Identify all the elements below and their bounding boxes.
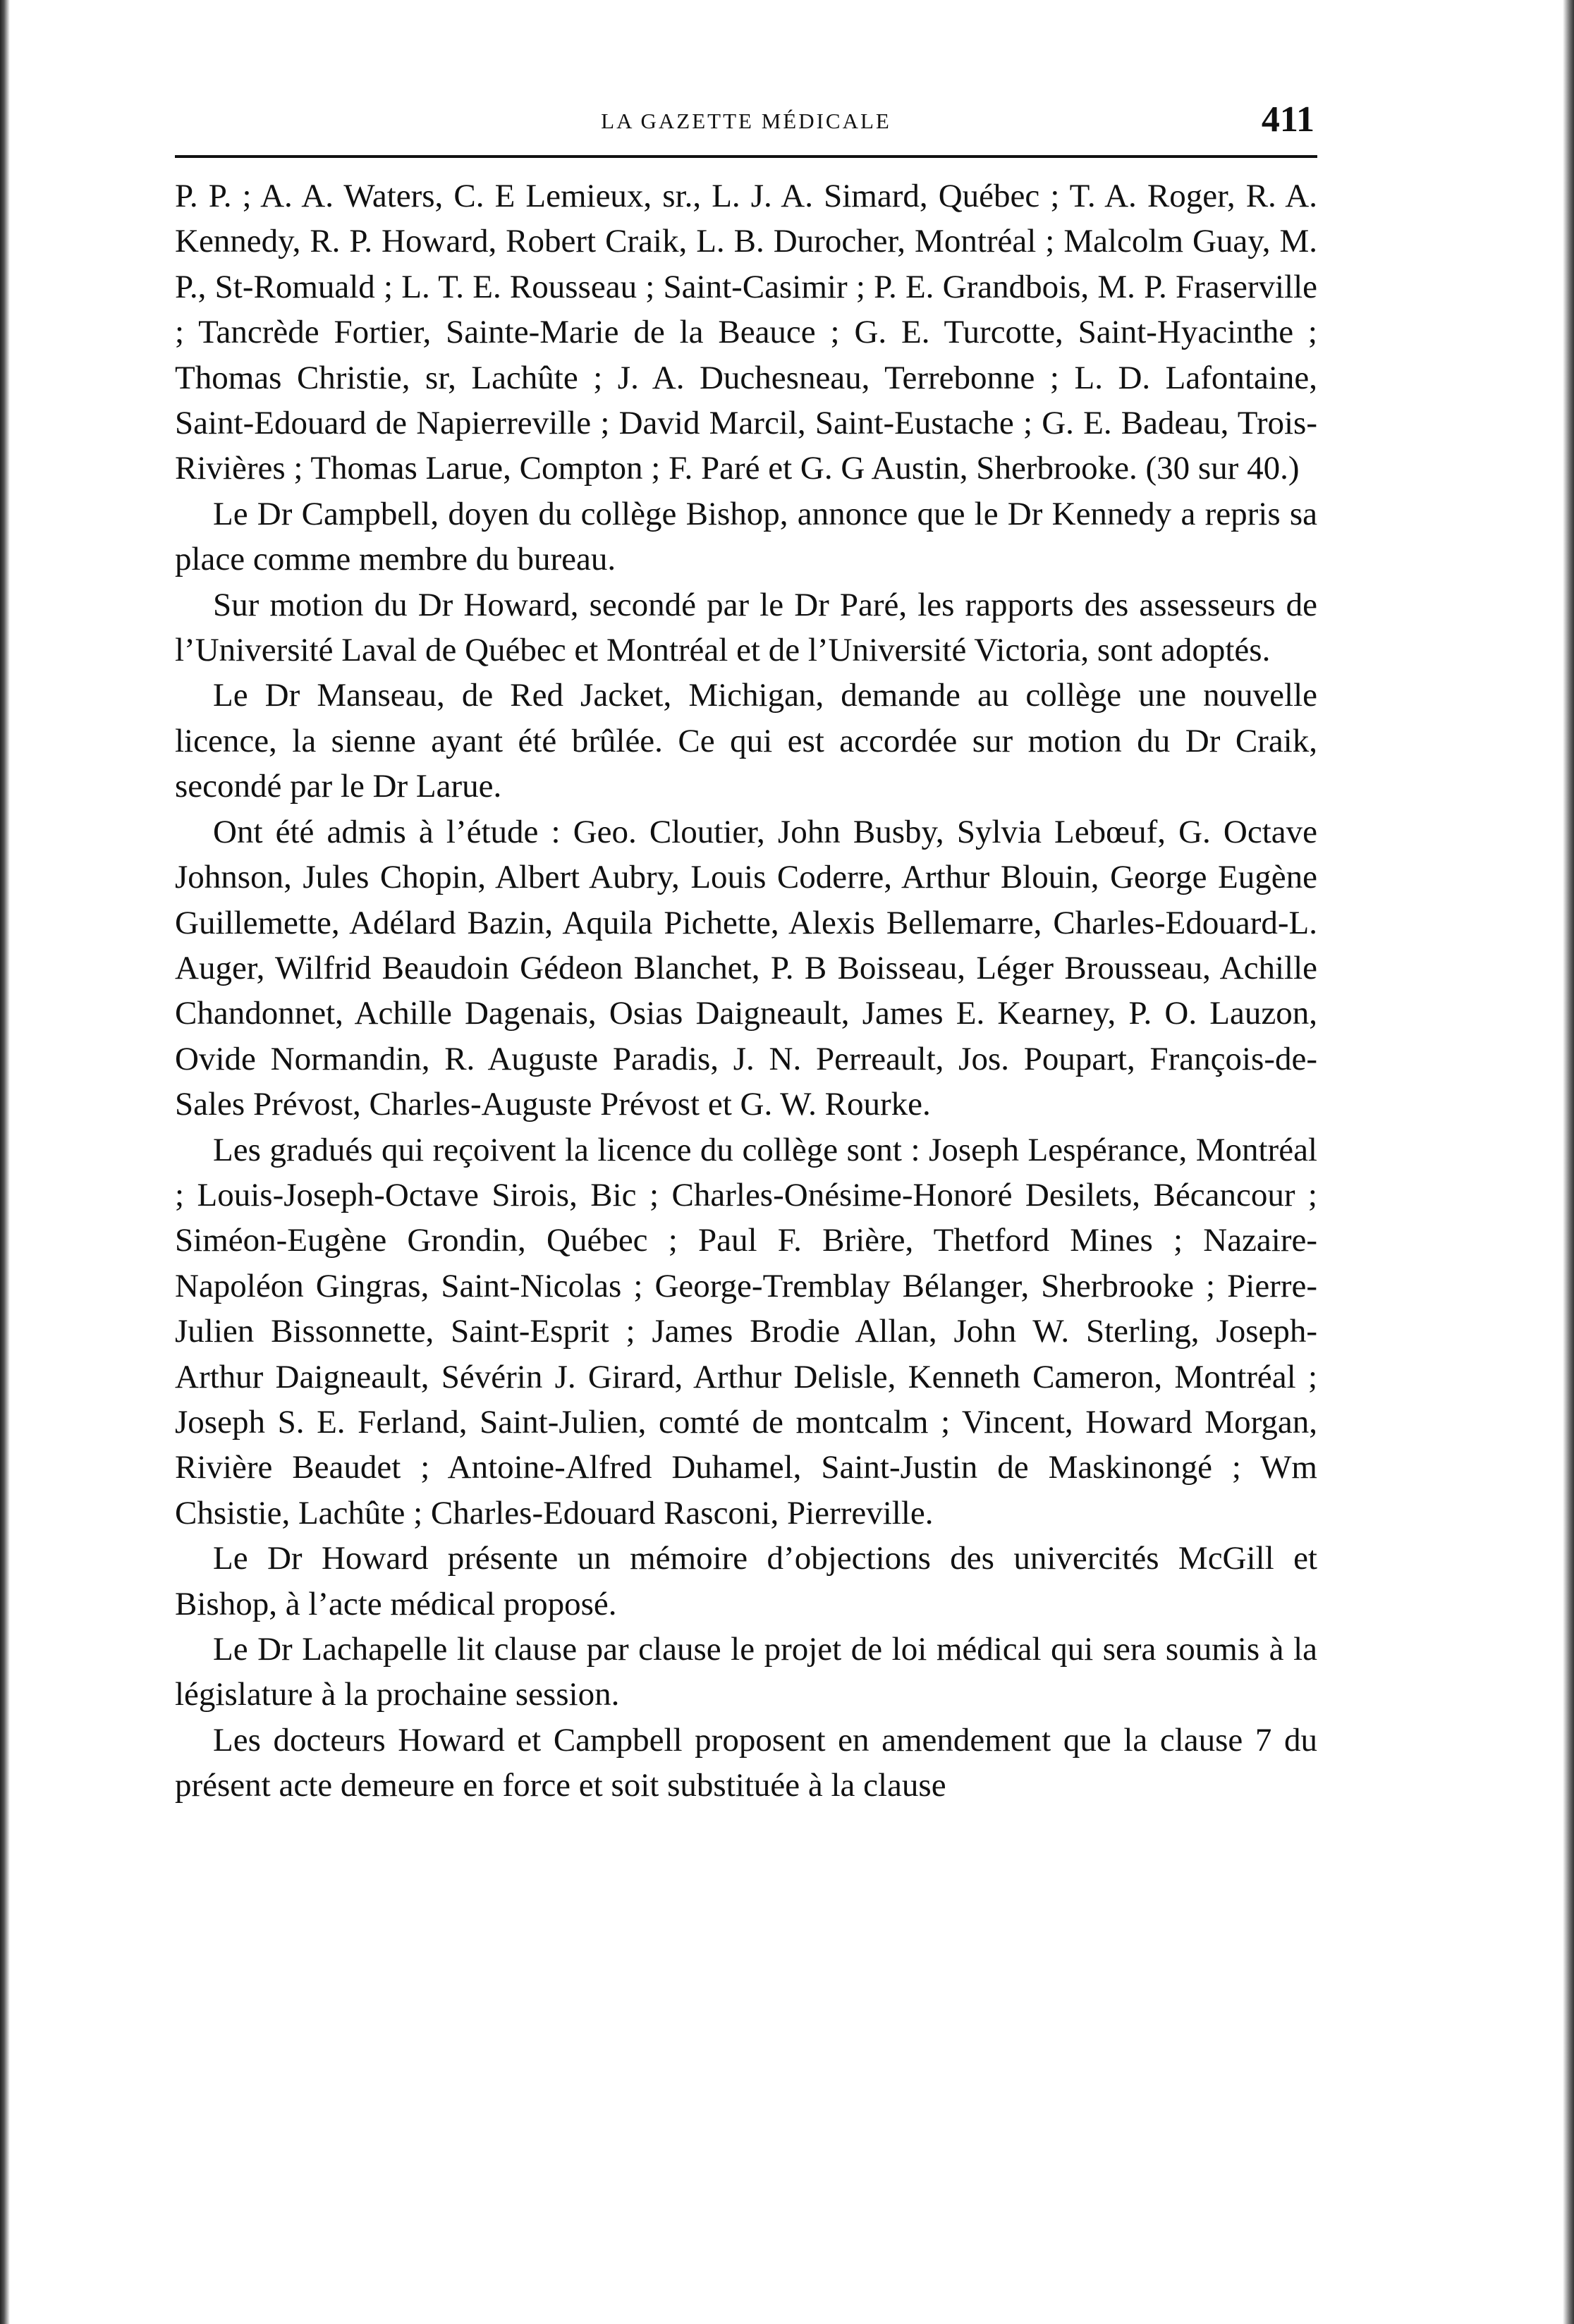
page-number: 411 xyxy=(1261,99,1314,140)
paragraph-admitted-to-study: Ont été admis à l’étude : Geo. Cloutier, John Busby, Sylvia Lebœuf, G. Octave Johnson, Jules Chopin, Albert Aubry, Louis Coderre, Arthur Blouin, George Eugène Guillemette, Adélard Bazin, Aquila Pichette, Alexis Bellemarre, Charles-Edouard-L. Auger, Wilfrid Beaudoin Gédeon Blanchet, P. B Boisseau, Léger Brousseau, Achille Chandonnet, Achille Dagenais, Osias Daigneault, James E. Kearney, P. O. Lauzon, Ovide Normandin, R. Auguste Paradis, J. N. Perreault, Jos. Poupart, François-de-Sales Prévost, Charles-Auguste Prévost et G. W. Rourke. xyxy=(175,813,1317,1123)
paragraph-members-list: P. P. ; A. A. Waters, C. E Lemieux, sr., L. J. A. Simard, Québec ; T. A. Roger, R. A. Kennedy, R. P. Howard, Robert Craik, L. B. Durocher, Montréal ; Malcolm Guay, M. P., St-Romuald ; L. T. E. Rousseau ; Saint-Casimir ; P. E. Grandbois, M. P. Fraserville ; Tancrède Fortier, Sainte-Marie de la Beauce ; G. E. Turcotte, Saint-Hyacinthe ; Thomas Christie, sr, Lachûte ; J. A. Duchesneau, Terrebonne ; L. D. Lafontaine, Saint-Edouard de Napierreville ; David Marcil, Saint-Eustache ; G. E. Badeau, Trois-Rivières ; Thomas Larue, Compton ; F. Paré et G. G Austin, Sherbrooke. (30 sur 40.) xyxy=(175,178,1317,487)
journal-title: LA GAZETTE MÉDICALE xyxy=(601,109,891,133)
paragraph-campbell: Le Dr Campbell, doyen du collège Bishop, annonce que le Dr Kennedy a repris sa place comme membre du bureau. xyxy=(175,495,1317,578)
paragraph-howard-motion: Sur motion du Dr Howard, secondé par le Dr Paré, les rapports des assesseurs de l’Université Laval de Québec et Montréal et de l’Université Victoria, sont adoptés. xyxy=(175,586,1317,669)
header-rule xyxy=(175,155,1317,158)
running-head xyxy=(175,92,1317,155)
body-text xyxy=(175,173,1317,1809)
paragraph-amendment: Les docteurs Howard et Campbell proposent en amendement que la clause 7 du présent acte demeure en force et soit substituée à la clause xyxy=(175,1721,1317,1804)
scan-edge-right xyxy=(1563,0,1574,2324)
paragraph-manseau: Le Dr Manseau, de Red Jacket, Michigan, demande au collège une nouvelle licence, la sienne ayant été brûlée. Ce qui est accordée sur motion du Dr Craik, secondé par le Dr Larue. xyxy=(175,677,1317,805)
paragraph-graduates: Les gradués qui reçoivent la licence du collège sont : Joseph Lespérance, Montréal ; Louis-Joseph-Octave Sirois, Bic ; Charles-Onésime-Honoré Desilets, Bécancour ; Siméon-Eugène Grondin, Québec ; Paul F. Brière, Thetford Mines ; Nazaire-Napoléon Gingras, Saint-Nicolas ; George-Tremblay Bélanger, Sherbrooke ; Pierre-Julien Bissonnette, Saint-Esprit ; James Brodie Allan, John W. Sterling, Joseph-Arthur Daigneault, Sévérin J. Girard, Arthur Delisle, Kenneth Cameron, Montréal ; Joseph S. E. Ferland, Saint-Julien, comté de montcalm ; Vincent, Howard Morgan, Rivière Beaudet ; Antoine-Alfred Duhamel, Saint-Justin de Maskinongé ; Wm Chsistie, Lachûte ; Charles-Edouard Rasconi, Pierreville. xyxy=(175,1131,1317,1531)
paragraph-howard-objections: Le Dr Howard présente un mémoire d’objections des univercités McGill et Bishop, à l’acte médical proposé. xyxy=(175,1540,1317,1622)
scan-edge-left xyxy=(0,0,10,2324)
document-page xyxy=(175,92,1317,1809)
paragraph-lachapelle: Le Dr Lachapelle lit clause par clause le projet de loi médical qui sera soumis à la législature à la prochaine session. xyxy=(175,1631,1317,1713)
